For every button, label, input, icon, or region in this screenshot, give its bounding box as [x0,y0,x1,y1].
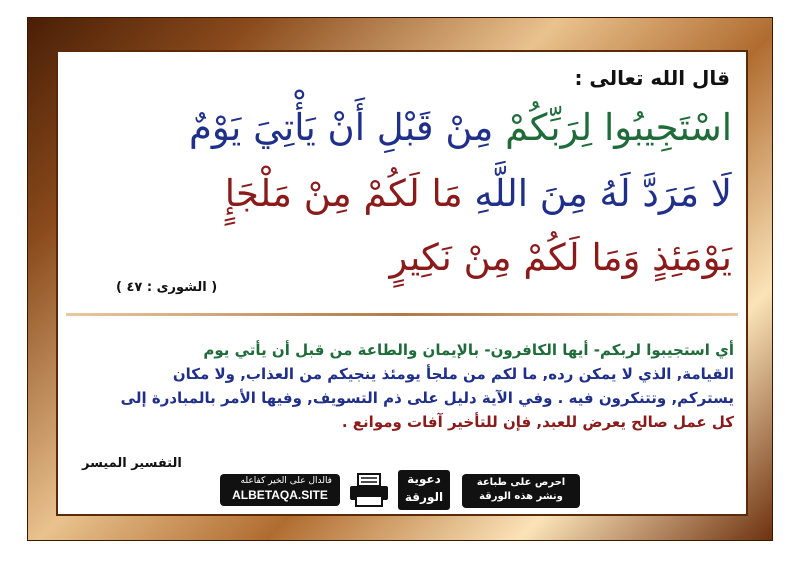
verse-segment: لَا مَرَدَّ لَهُ مِنَ اللَّهِ [462,172,732,215]
footer-print-note [462,474,580,508]
verse-segment: مَا لَكُمْ مِنْ مَلْجَإٍ [224,172,463,215]
verse-section [58,52,746,310]
verse-line-2 [92,170,732,218]
tafsir-line: يستركم, وتتنكرون فيه . وفي الآية دليل على ذم التسويف, وفيها الأمر بالمبادرة إلى [120,389,734,407]
verse-line-1 [92,104,732,152]
printer-icon [346,472,392,508]
tafsir-line: القيامة, الذي لا يمكن رده, ما لكم من ملجأ يومئذ ينجيكم من العذاب, ولا مكان [172,365,734,383]
tafsir-text [74,338,734,434]
verse-segment: مِنْ قَبْلِ أَنْ يَأْتِيَ يَوْمٌ [188,106,494,149]
logo-line-2: الورقة [404,490,444,504]
verse-segment: اسْتَجِيبُوا لِرَبِّكُمْ [493,106,732,149]
brand-logo [398,470,450,510]
footer-slogan: فالدال على الخير كفاعله [240,476,332,486]
verse-header: قال الله تعالى : [574,66,730,90]
tafsir-line: كل عمل صالح يعرض للعبد, فإن للتأخير آفات وموانع . [341,413,734,431]
footer-site-badge [220,474,340,506]
logo-line-1: دعوية [407,472,441,486]
verse-line-3 [92,234,732,282]
decorative-frame [28,18,772,540]
verse-segment: وَمَا لَكُمْ مِنْ نَكِيرٍ [389,236,641,279]
source-label: التفسير الميسر [82,456,182,471]
footer-site-url: ALBETAQA.SITE [232,488,328,502]
section-divider [66,313,738,316]
footer-print-line-2: ونشر هذه الورقة [479,491,563,502]
verse-segment: يَوْمَئِذٍ [640,236,732,279]
footer-print-line-1: احرص على طباعة [476,477,566,488]
tafsir-line: أي استجيبوا لربكم- أيها الكافرون- بالإيمان والطاعة من قبل أن يأتي يوم [203,341,734,359]
content-panel [56,50,748,516]
card [58,52,746,514]
verse-reference: ( الشورى : ٤٧ ) [116,280,218,295]
